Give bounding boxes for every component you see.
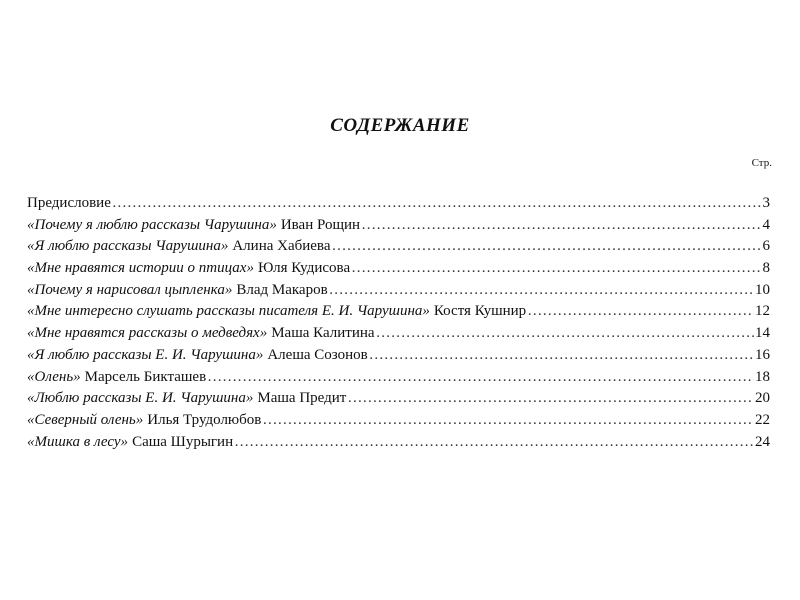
entry-author: Алеша Созонов <box>267 346 368 363</box>
page-title: СОДЕРЖАНИЕ <box>330 115 470 136</box>
dot-leader <box>376 323 754 345</box>
toc-entry-preface <box>27 193 770 215</box>
dot-leader <box>347 388 754 410</box>
entry-title: «Олень» <box>27 368 81 385</box>
dot-leader <box>331 236 761 258</box>
entry-page-number: 22 <box>755 411 770 428</box>
entry-author: Юля Кудисова <box>257 260 351 277</box>
entry-page-number: 24 <box>755 433 770 450</box>
toc-entry <box>27 258 770 280</box>
entry-page-number: 16 <box>755 346 770 363</box>
entry-page-number: 10 <box>755 281 770 298</box>
entry-author: Марсель Бикташев <box>84 368 207 385</box>
dot-leader <box>234 432 754 454</box>
entry-page-number: 12 <box>755 303 770 320</box>
entry-title: «Почему я нарисовал цыпленка» <box>27 281 233 298</box>
entry-author: Маша Предит <box>257 390 347 407</box>
toc-entry <box>27 215 770 237</box>
entry-page-number: 20 <box>755 390 770 407</box>
entry-author: Саша Шурыгин <box>132 433 234 450</box>
entry-author: Костя Кушнир <box>433 303 527 320</box>
entry-page-number: 4 <box>762 216 770 233</box>
entry-author: Иван Рощин <box>280 216 361 233</box>
toc-entry <box>27 345 770 367</box>
toc-entry <box>27 236 770 258</box>
entry-title: «Северный олень» <box>27 411 144 428</box>
toc-entry <box>27 388 770 410</box>
dot-leader <box>361 215 761 237</box>
table-of-contents <box>27 193 770 453</box>
entry-author: Илья Трудолюбов <box>147 411 262 428</box>
dot-leader <box>112 193 762 215</box>
entry-title: «Мне интересно слушать рассказы писателя Е. И. Чарушина» <box>27 303 430 320</box>
toc-entry <box>27 410 770 432</box>
entry-page-number: 8 <box>762 260 770 277</box>
dot-leader <box>351 258 761 280</box>
entry-author: Алина Хабиева <box>232 238 331 255</box>
entry-author: Влад Макаров <box>236 281 328 298</box>
toc-entry <box>27 280 770 302</box>
entry-title: «Почему я люблю рассказы Чарушина» <box>27 216 277 233</box>
entry-page-number: 18 <box>755 368 770 385</box>
entry-title: «Мишка в лесу» <box>27 433 129 450</box>
entry-title: «Мне нравятся рассказы о медведях» <box>27 325 268 342</box>
dot-leader <box>262 410 754 432</box>
toc-entry <box>27 432 770 454</box>
entry-author: Маша Калитина <box>271 325 375 342</box>
entry-page-number: 6 <box>762 238 770 255</box>
entry-title: «Я люблю рассказы Е. И. Чарушина» <box>27 346 264 363</box>
entry-page-number: 3 <box>762 195 770 211</box>
page-column-label: Стр. <box>751 157 772 169</box>
entry-title: «Люблю рассказы Е. И. Чарушина» <box>27 390 254 407</box>
dot-leader <box>329 280 754 302</box>
dot-leader <box>207 367 754 389</box>
dot-leader <box>527 301 754 323</box>
entry-page-number: 14 <box>755 325 770 342</box>
toc-entry <box>27 367 770 389</box>
toc-entry <box>27 323 770 345</box>
dot-leader <box>369 345 754 367</box>
entry-title: «Мне нравятся истории о птицах» <box>27 260 254 277</box>
entry-title: Предисловие <box>27 195 111 211</box>
entry-title: «Я люблю рассказы Чарушина» <box>27 238 229 255</box>
toc-entry <box>27 301 770 323</box>
